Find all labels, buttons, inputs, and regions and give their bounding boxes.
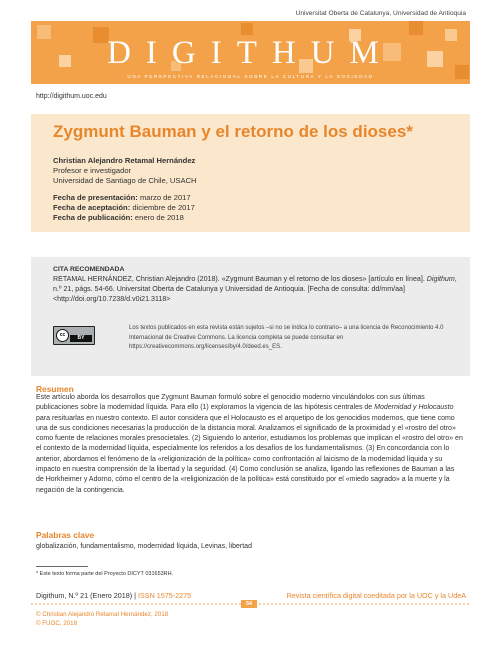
journal-subtitle: UNA PERSPECTIVA RELACIONAL SOBRE LA CULTURA Y LA SOCIEDAD <box>127 74 374 79</box>
date-presentation: Fecha de presentación: marzo de 2017 <box>53 193 191 202</box>
journal-url[interactable]: http://digithum.uoc.edu <box>36 93 107 100</box>
author-affiliation: Universidad de Santiago de Chile, USACH <box>53 176 197 185</box>
copyright-author: © Christian Alejandro Retamal Hernández, 2018 <box>36 611 169 618</box>
cc-by-license-icon[interactable] <box>53 326 95 345</box>
by-icon: BY <box>70 335 92 342</box>
copyright-fuoc: © FUOC, 2018 <box>36 620 78 627</box>
footnote: * Este texto forma parte del Proyecto DICYT 031653RH. <box>36 571 174 577</box>
keywords-text: globalización, fundamentalismo, modernidad líquida, Levinas, libertad <box>36 543 252 550</box>
author-block <box>53 156 197 186</box>
footer-issn: ISSN 1575-2275 <box>137 591 192 600</box>
article-title: Zygmunt Bauman y el retorno de los dioses* <box>53 122 413 141</box>
keywords-heading: Palabras clave <box>36 530 95 540</box>
abstract-heading: Resumen <box>36 384 74 394</box>
date-acceptance: Fecha de aceptación: diciembre de 2017 <box>53 203 195 212</box>
author-name: Christian Alejandro Retamal Hernández <box>53 156 196 165</box>
dates-block <box>53 193 195 223</box>
article-header <box>31 114 470 232</box>
date-publication: Fecha de publicación: enero de 2018 <box>53 213 184 222</box>
journal-title: DIGITHUM <box>107 35 394 71</box>
citation-doi[interactable]: <http://doi.org/10.7238/d.v0i21.3118> <box>53 295 171 303</box>
journal-banner <box>31 21 470 84</box>
license-text: Los textos publicados en esta revista están sujetos –si no se indica lo contrario– a una licencia de Reconocimiento 4.0 Internacional de Creative Commons. La licencia completa se puede consultar en https://creativecommons.org/licenses/by/4.0/deed.es_ES. <box>129 325 444 350</box>
abstract-text: Este artículo aborda los desarrollos que Zygmunt Bauman formuló sobre el genocidio moderno vinculándolos con sus últimas publicaciones sobre la modernidad líquida. Para ello (1) exploramos la vigencia de las hipótesis centrales de Modernidad y Holocausto para resituarlas en nuestro contexto. El autor considera que el Holocausto es el arquetipo de los genocidios modernos, que tiene como una de sus condiciones necesarias la producción de la distancia moral. Analizamos el significado de la proximidad y el «rostro del otro» como fuente de relaciones morales presocietales. (2) Siguiendo lo anterior, estudiamos los problemas que implican el «rostro del otro» en el contexto de la modernidad líquida, especialmente los referidos a los desafíos de los fundamentalismos. (3) En concordancia con lo anterior, abordamos el fenómeno de la «religionización de la política» como confrontación al laicismo de la modernidad líquida y su impacto en nuestra comprensión de la libertad y la seguridad. (4) Como conclusión se analiza, ligando las reflexiones de Bauman a las de Horkheimer y Adorno, cómo el centro de la «religionización de la política» está constituido por el «miedo sagrado» a la muerte y la negación de la contingencia. <box>36 394 463 494</box>
citation-box <box>31 257 470 376</box>
universities-header: Universitat Oberta de Catalunya, Universidad de Antioquia <box>295 10 466 17</box>
footnote-divider <box>36 566 88 567</box>
footer-tagline: Revista científica digital coeditada por la UOC y la UdeA <box>286 591 466 600</box>
footer-issue: Digithum, N.º 21 (Enero 2018) | ISSN 1575-2275 <box>36 591 192 600</box>
citation-heading: CITA RECOMENDADA <box>53 266 125 273</box>
author-role: Profesor e investigador <box>53 166 132 175</box>
cc-icon: cc <box>56 329 69 342</box>
citation-text: RETAMAL HERNÁNDEZ, Christian Alejandro (2018). «Zygmunt Bauman y el retorno de los dioses» [artículo en línea]. Digithum, n.º 21, págs. 54-66. Universitat Oberta de Catalunya y Universidad de Antioquia. [Fecha de consulta: dd/mm/aa] <http://doi.org/10.7238/d.v0i21.3118> <box>53 275 457 303</box>
page-number: 54 <box>241 600 257 608</box>
